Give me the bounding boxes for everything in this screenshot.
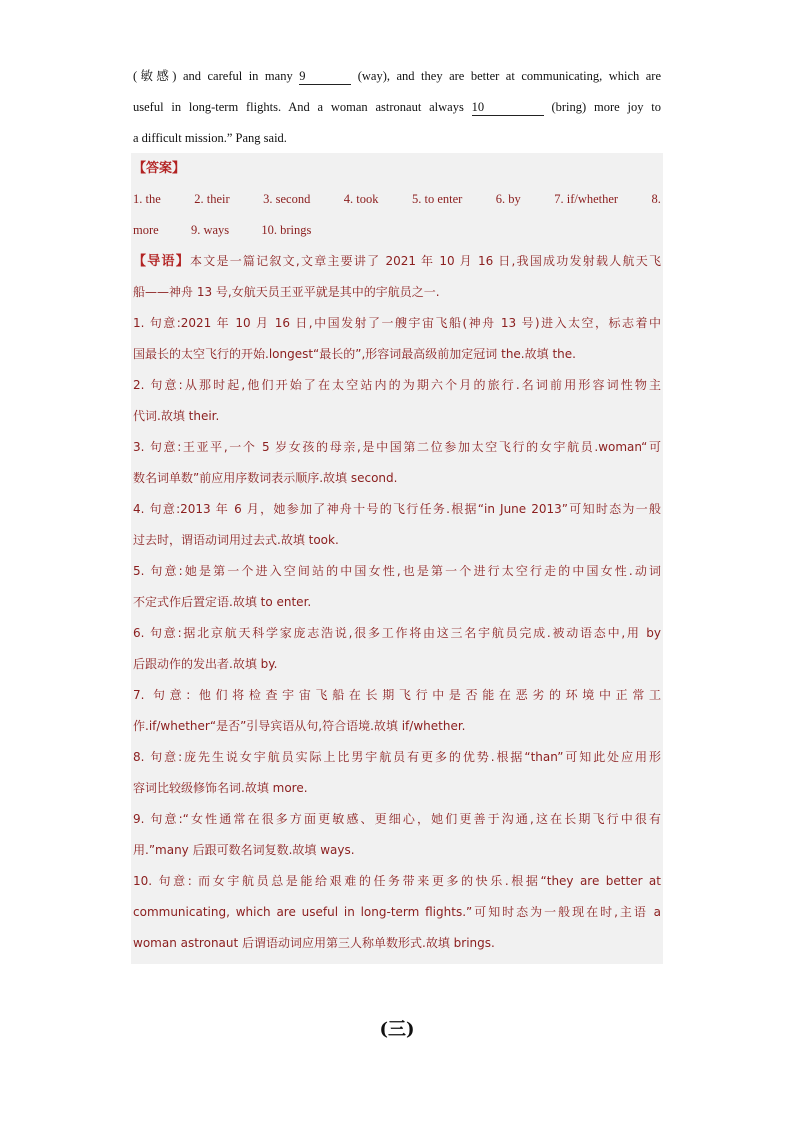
passage-continuation [133, 62, 661, 155]
explanation-line: 9. 句意:“女性通常在很多方面更敏感、更细心，她们更善于沟通,这在长期飞行中很有 [133, 812, 661, 826]
explanation-line: communicating, which are useful in long-term flights.”可知时态为一般现在时,主语 a [133, 905, 661, 919]
answer-item: more [133, 223, 159, 237]
answer-item: 9. ways [190, 223, 230, 237]
explanation-line: 2. 句意:从那时起,他们开始了在太空站内的为期六个月的旅行.名词前用形容词性物主 [133, 378, 661, 392]
explanation-line: 7. 句意: 他们将检查宇宙飞船在长期飞行中是否能在恶劣的环境中正常工 [133, 688, 661, 702]
explanation-line: 国最长的太空飞行的开始.longest“最长的”,形容词最高级前加定冠词 the.故填 the. [133, 347, 576, 361]
explanation-line: 6. 句意:据北京航天科学家庞志浩说,很多工作将由这三名宇航员完成.被动语态中,用 by [133, 626, 661, 640]
explanation-line: 数名词单数”前应用序数词表示顺序.故填 second. [133, 471, 398, 485]
guide-line-1 [133, 246, 661, 277]
explanation-line: 作.if/whether“是否”引导宾语从句,符合语境.故填 if/whether. [133, 719, 466, 733]
answer-section [131, 153, 663, 964]
passage-text: useful in long-term flights. And a woman astronaut always [133, 100, 464, 114]
passage-line-1 [133, 62, 661, 93]
explanation-line: 5. 句意:她是第一个进入空间站的中国女性,也是第一个进行太空行走的中国女性.动词 [133, 564, 661, 578]
answer-item: 8. [651, 192, 661, 206]
answer-label: 【答案】 [133, 161, 186, 176]
explanation-line: 10. 句意: 而女宇航员总是能给艰难的任务带来更多的快乐.根据“they are better at [133, 874, 661, 888]
answer-item: 3. second [263, 192, 311, 206]
answer-item: 7. if/whether [554, 192, 619, 206]
explanation-line: 后跟动作的发出者.故填 by. [133, 657, 278, 671]
explanation-line: 代词.故填 their. [133, 409, 220, 423]
guide-label: 【导语】 [133, 254, 190, 269]
passage-text: (bring) more joy to [551, 100, 661, 114]
passage-text: (敏感) and careful in many [133, 69, 293, 83]
blank-9: 9 [299, 69, 351, 85]
explanation-line: 容词比较级修饰名词.故填 more. [133, 781, 308, 795]
explanation-line: 4. 句意:2013 年 6 月，她参加了神舟十号的飞行任务.根据“in June 2013”可知时态为一般 [133, 502, 661, 516]
passage-line-2 [133, 93, 661, 124]
explanation-line: 3. 句意:王亚平,一个 5 岁女孩的母亲,是中国第二位参加太空飞行的女宇航员.woman“可 [133, 440, 661, 454]
passage-text: (way), and they are better at communicating, which are [357, 69, 662, 83]
answer-row-2 [133, 215, 661, 246]
answer-item: 6. by [495, 192, 521, 206]
section-title: (三) [379, 1019, 415, 1040]
explanation-line: 用.”many 后跟可数名词复数.故填 ways. [133, 843, 355, 857]
explanation-line: woman astronaut 后谓语动词应用第三人称单数形式.故填 brings. [133, 936, 495, 950]
answer-item: 1. the [133, 192, 161, 206]
explanation-line: 8. 句意:庞先生说女宇航员实际上比男宇航员有更多的优势.根据“than”可知此处应用形 [133, 750, 661, 764]
answer-item: 4. took [343, 192, 379, 206]
guide-text: 本文是一篇记叙文,文章主要讲了 2021 年 10 月 16 日,我国成功发射载人航天飞 [189, 254, 661, 268]
answer-item: 2. their [194, 192, 230, 206]
explanation-line: 过去时，谓语动词用过去式.故填 took. [133, 533, 339, 547]
answer-item: 5. to enter [411, 192, 463, 206]
blank-10: 10 [472, 100, 544, 116]
passage-line-3: a difficult mission.” Pang said. [133, 131, 287, 145]
answer-label-line [133, 153, 661, 184]
answer-row-1 [133, 184, 661, 215]
explanation-line: 不定式作后置定语.故填 to enter. [133, 595, 312, 609]
answer-item: 10. brings [261, 223, 312, 237]
guide-line-2: 船——神舟 13 号,女航天员王亚平就是其中的宇航员之一. [133, 285, 440, 299]
explanation-line: 1. 句意:2021 年 10 月 16 日,中国发射了一艘宇宙飞船(神舟 13 号)进入太空，标志着中 [133, 316, 661, 330]
